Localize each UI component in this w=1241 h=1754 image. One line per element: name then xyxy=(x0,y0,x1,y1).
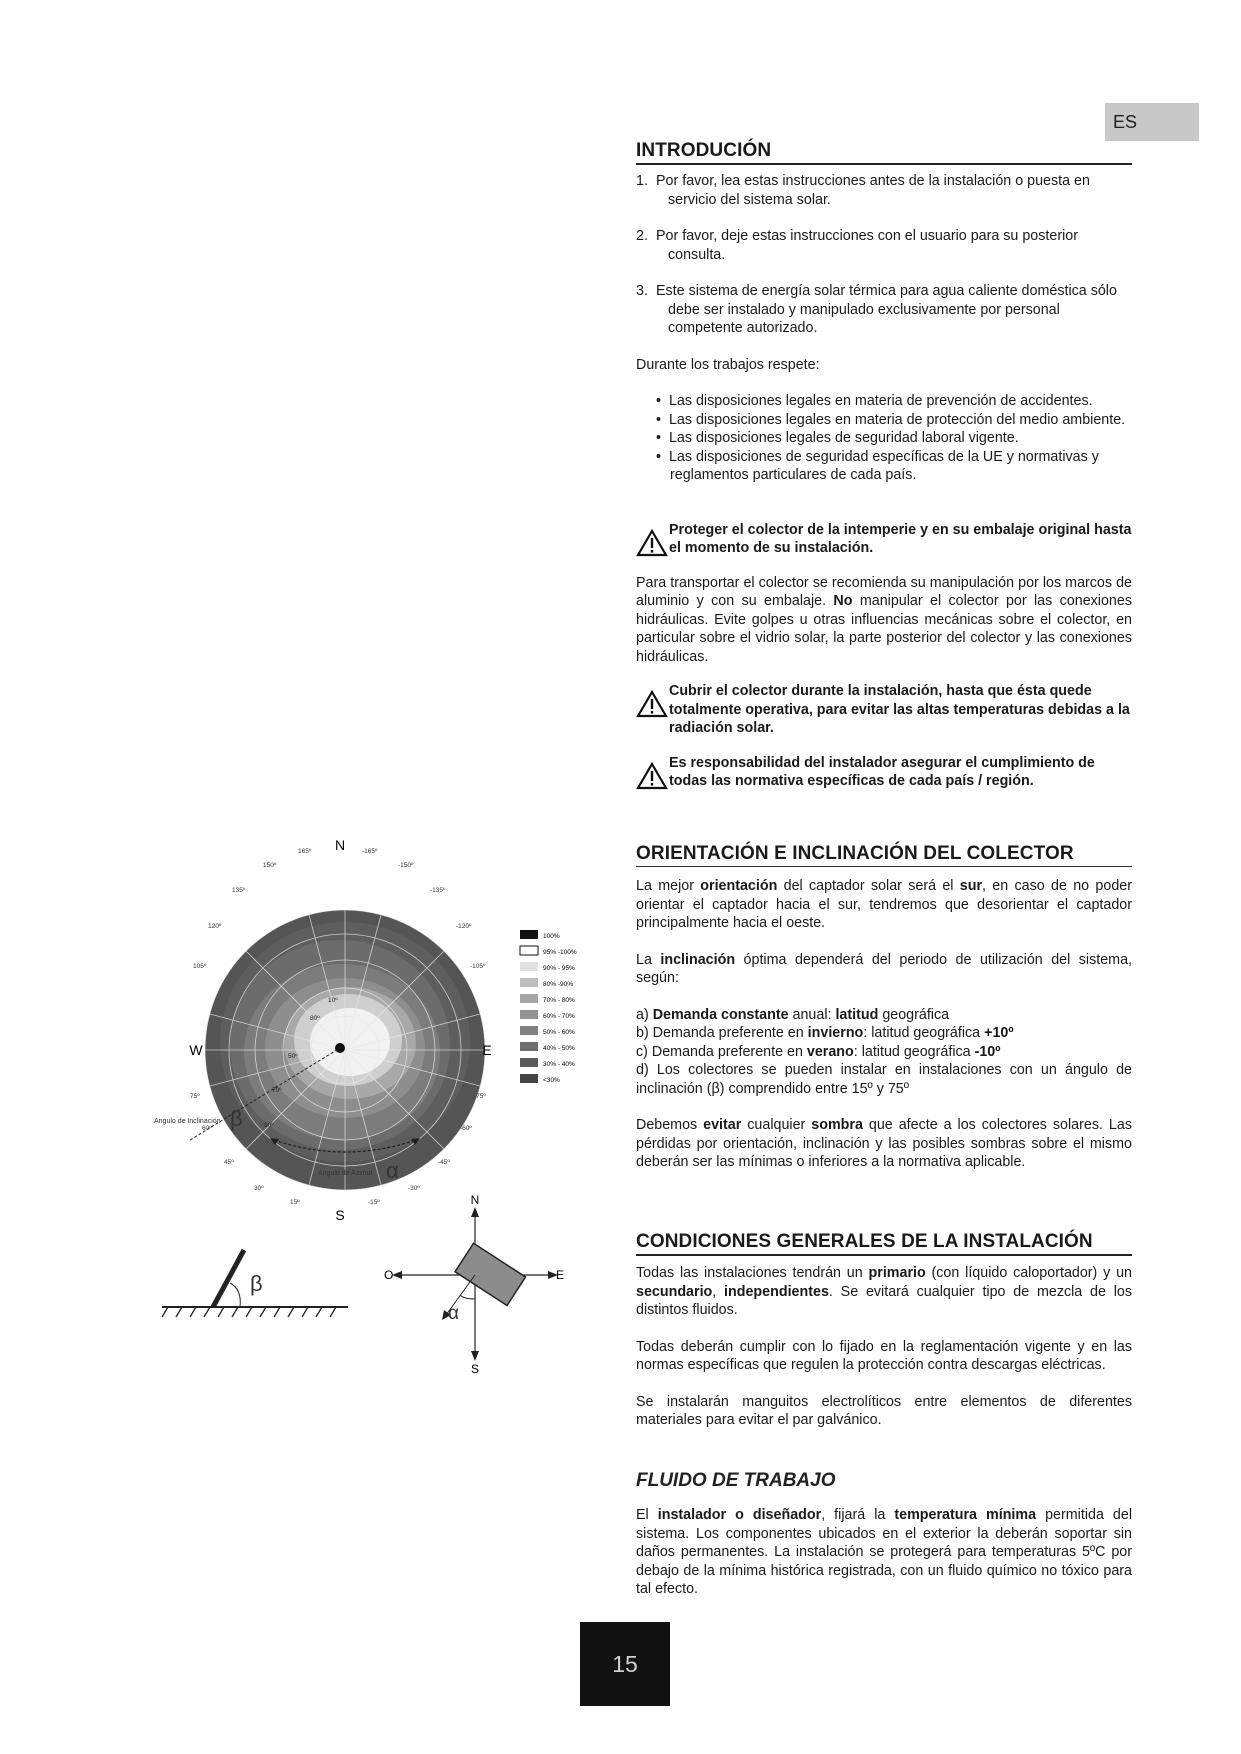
azimuth-compass-diagram xyxy=(380,1193,570,1376)
orientation-p2: La inclinación óptima dependerá del periodo de utilización del sistema, según: xyxy=(636,951,1132,986)
orientation-p1: La mejor orientación del captador solar será el sur, en caso de no poder orientar el captador hacia el sur, tendremos que desorientar el captador principalmente hacia el oeste. xyxy=(636,878,1132,931)
svg-text:90% - 95%: 90% - 95% xyxy=(543,965,575,972)
svg-text:N: N xyxy=(470,1193,480,1207)
page-number: 15 xyxy=(580,1622,670,1706)
conditions-section xyxy=(636,1231,1132,1430)
orientation-section xyxy=(636,843,1132,1172)
svg-text:100%: 100% xyxy=(543,933,560,940)
alpha-symbol: α xyxy=(386,1158,399,1183)
azimuth-angle-label: Angulo de Azimut xyxy=(318,1170,373,1177)
bullet-3: • Las disposiciones legales de seguridad laboral vigente. xyxy=(656,430,1019,446)
conditions-title: CONDICIONES GENERALES DE LA INSTALACIÓN xyxy=(636,1231,1132,1256)
svg-text:30º: 30º xyxy=(264,1122,274,1129)
svg-text:135º: 135º xyxy=(232,887,246,894)
warning-icon xyxy=(636,529,668,557)
orientation-p3: Debemos evitar cualquier sombra que afecte a los colectores solares. Las pérdidas por orientación, inclinación y las posibles sombras sobre el mismo deberán ser las mínimas o inferiores a la normativa aplicable. xyxy=(636,1117,1132,1170)
transport-text: Para transportar el colector se recomienda su manipulación por los marcos de aluminio y con su embalaje. No manipular el colector por las conexiones hidráulicas. Evite golpes u otras influencias mecánicas sobre el colector, en particular sobre el vidrio solar, la parte posterior del colector y las conexiones hidráulicas. xyxy=(636,574,1132,665)
svg-text:50º: 50º xyxy=(288,1053,298,1060)
orientation-a: a) Demanda constante anual: latitud geográfica xyxy=(636,1006,950,1023)
fluid-section xyxy=(636,1470,1132,1599)
language-tab: ES xyxy=(1105,103,1199,141)
compass-w: W xyxy=(189,1042,203,1058)
svg-text:60% - 70%: 60% - 70% xyxy=(543,1013,575,1020)
legend xyxy=(520,930,577,1084)
compass-e: E xyxy=(482,1042,492,1058)
svg-text:70º: 70º xyxy=(272,1087,282,1094)
svg-text:α: α xyxy=(448,1303,459,1324)
svg-text:105º: 105º xyxy=(193,963,207,970)
svg-text:50% - 60%: 50% - 60% xyxy=(543,1029,575,1036)
svg-text:-75º: -75º xyxy=(474,1093,486,1100)
conditions-p3: Se instalarán manguitos electrolíticos entre elementos de diferentes materiales para evitar el par galvánico. xyxy=(636,1393,1132,1428)
intro-item-1: 1. Por favor, lea estas instrucciones antes de la instalación o puesta en servicio del sistema solar. xyxy=(636,173,1090,208)
svg-text:150º: 150º xyxy=(263,862,277,869)
orientation-b: b) Demanda preferente en invierno: latitud geográfica +10º xyxy=(636,1025,1014,1041)
svg-text:95% -100%: 95% -100% xyxy=(543,949,577,956)
svg-text:120º: 120º xyxy=(208,923,222,930)
svg-text:40% - 50%: 40% - 50% xyxy=(543,1045,575,1052)
svg-text:-45º: -45º xyxy=(438,1159,450,1166)
intro-title: INTRODUCIÓN xyxy=(636,140,1132,165)
inclination-angle-label: Angulo de Inclinación xyxy=(154,1118,221,1125)
orientation-d: d) Los colectores se pueden instalar en instalaciones con un ángulo de inclinación (β) comprendido entre 15º y 75º xyxy=(636,1062,1132,1097)
svg-text:O: O xyxy=(384,1268,394,1282)
svg-text:30º: 30º xyxy=(254,1185,264,1192)
svg-text:S: S xyxy=(470,1362,480,1376)
svg-text:80% -90%: 80% -90% xyxy=(543,981,573,988)
svg-text:10º: 10º xyxy=(328,997,338,1004)
svg-text:<30%: <30% xyxy=(543,1077,560,1084)
bullet-4: • Las disposiciones de seguridad específicas de la UE y normativas y reglamentos particulares de cada país. xyxy=(656,448,1099,483)
warning-icon xyxy=(636,762,668,790)
conditions-p2: Todas deberán cumplir con lo fijado en la reglamentación vigente y en las normas específicas que regulen la protección contra descargas eléctricas. xyxy=(636,1338,1132,1373)
intro-item-2: 2. Por favor, deje estas instrucciones con el usuario para su posterior consulta. xyxy=(636,228,1078,263)
warning-2: Cubrir el colector durante la instalación, hasta que ésta quede totalmente operativa, para evitar las altas temperaturas debidas a la radiación solar. xyxy=(636,682,1132,738)
svg-text:165º: 165º xyxy=(298,848,312,855)
orientation-title: ORIENTACIÓN E INCLINACIÓN DEL COLECTOR xyxy=(636,843,1132,867)
svg-text:-120º: -120º xyxy=(456,923,472,930)
tilt-side-diagram xyxy=(158,1245,358,1325)
conditions-p1: Todas las instalaciones tendrán un primario (con líquido caloportador) y un secundario, independientes. Se evitará cualquier tipo de mezcla de los distintos fluidos. xyxy=(636,1265,1132,1318)
tilt-beta: β xyxy=(250,1271,263,1296)
svg-text:75º: 75º xyxy=(190,1093,200,1100)
warning-icon xyxy=(636,690,668,718)
svg-text:E: E xyxy=(556,1268,565,1282)
svg-text:-105º: -105º xyxy=(470,963,486,970)
during-text: Durante los trabajos respete: xyxy=(636,356,820,373)
orientation-c: c) Demanda preferente en verano: latitud geográfica -10º xyxy=(636,1043,1001,1060)
warning-3: Es responsabilidad del instalador asegurar el cumplimiento de todas las normativa específicas de cada país / región. xyxy=(636,754,1132,791)
svg-text:-60º: -60º xyxy=(460,1125,472,1132)
svg-text:-150º: -150º xyxy=(398,862,414,869)
intro-item-3: 3. Este sistema de energía solar térmica para agua caliente doméstica sólo debe ser instalado y manipulado exclusivamente por personal competente autorizado. xyxy=(636,283,1117,336)
svg-text:-15º: -15º xyxy=(368,1199,380,1206)
svg-text:-165º: -165º xyxy=(362,848,378,855)
svg-text:80º: 80º xyxy=(310,1015,320,1022)
fluid-text: El instalador o diseñador, fijará la temperatura mínima permitida del sistema. Los componentes ubicados en el exterior la deberán soportar sin daños permanentes. La instalación se protegerá para temperaturas 5ºC por debajo de la mínima histórica registrada, con un fluido químico no tóxico para tal efecto. xyxy=(636,1507,1133,1597)
azimuth-arc xyxy=(270,1136,420,1160)
bullet-2: • Las disposiciones legales en materia de protección del medio ambiente. xyxy=(656,411,1126,428)
svg-text:30% - 40%: 30% - 40% xyxy=(543,1061,575,1068)
svg-text:45º: 45º xyxy=(224,1159,234,1166)
compass-n: N xyxy=(334,837,346,853)
fluid-title: FLUIDO DE TRABAJO xyxy=(636,1470,836,1491)
svg-text:-135º: -135º xyxy=(430,887,446,894)
svg-text:15º: 15º xyxy=(290,1199,300,1206)
svg-text:70% - 80%: 70% - 80% xyxy=(543,997,575,1004)
bullet-1: • Las disposiciones legales en materia de prevención de accidentes. xyxy=(656,393,1093,409)
compass-s: S xyxy=(335,1207,345,1223)
svg-text:60º: 60º xyxy=(202,1125,212,1132)
beta-symbol: β xyxy=(230,1106,243,1131)
intro-section xyxy=(636,140,1132,791)
warning-1: Proteger el colector de la intemperie y en su embalaje original hasta el momento de su instalación. xyxy=(636,521,1132,558)
svg-text:-30º: -30º xyxy=(408,1185,420,1192)
